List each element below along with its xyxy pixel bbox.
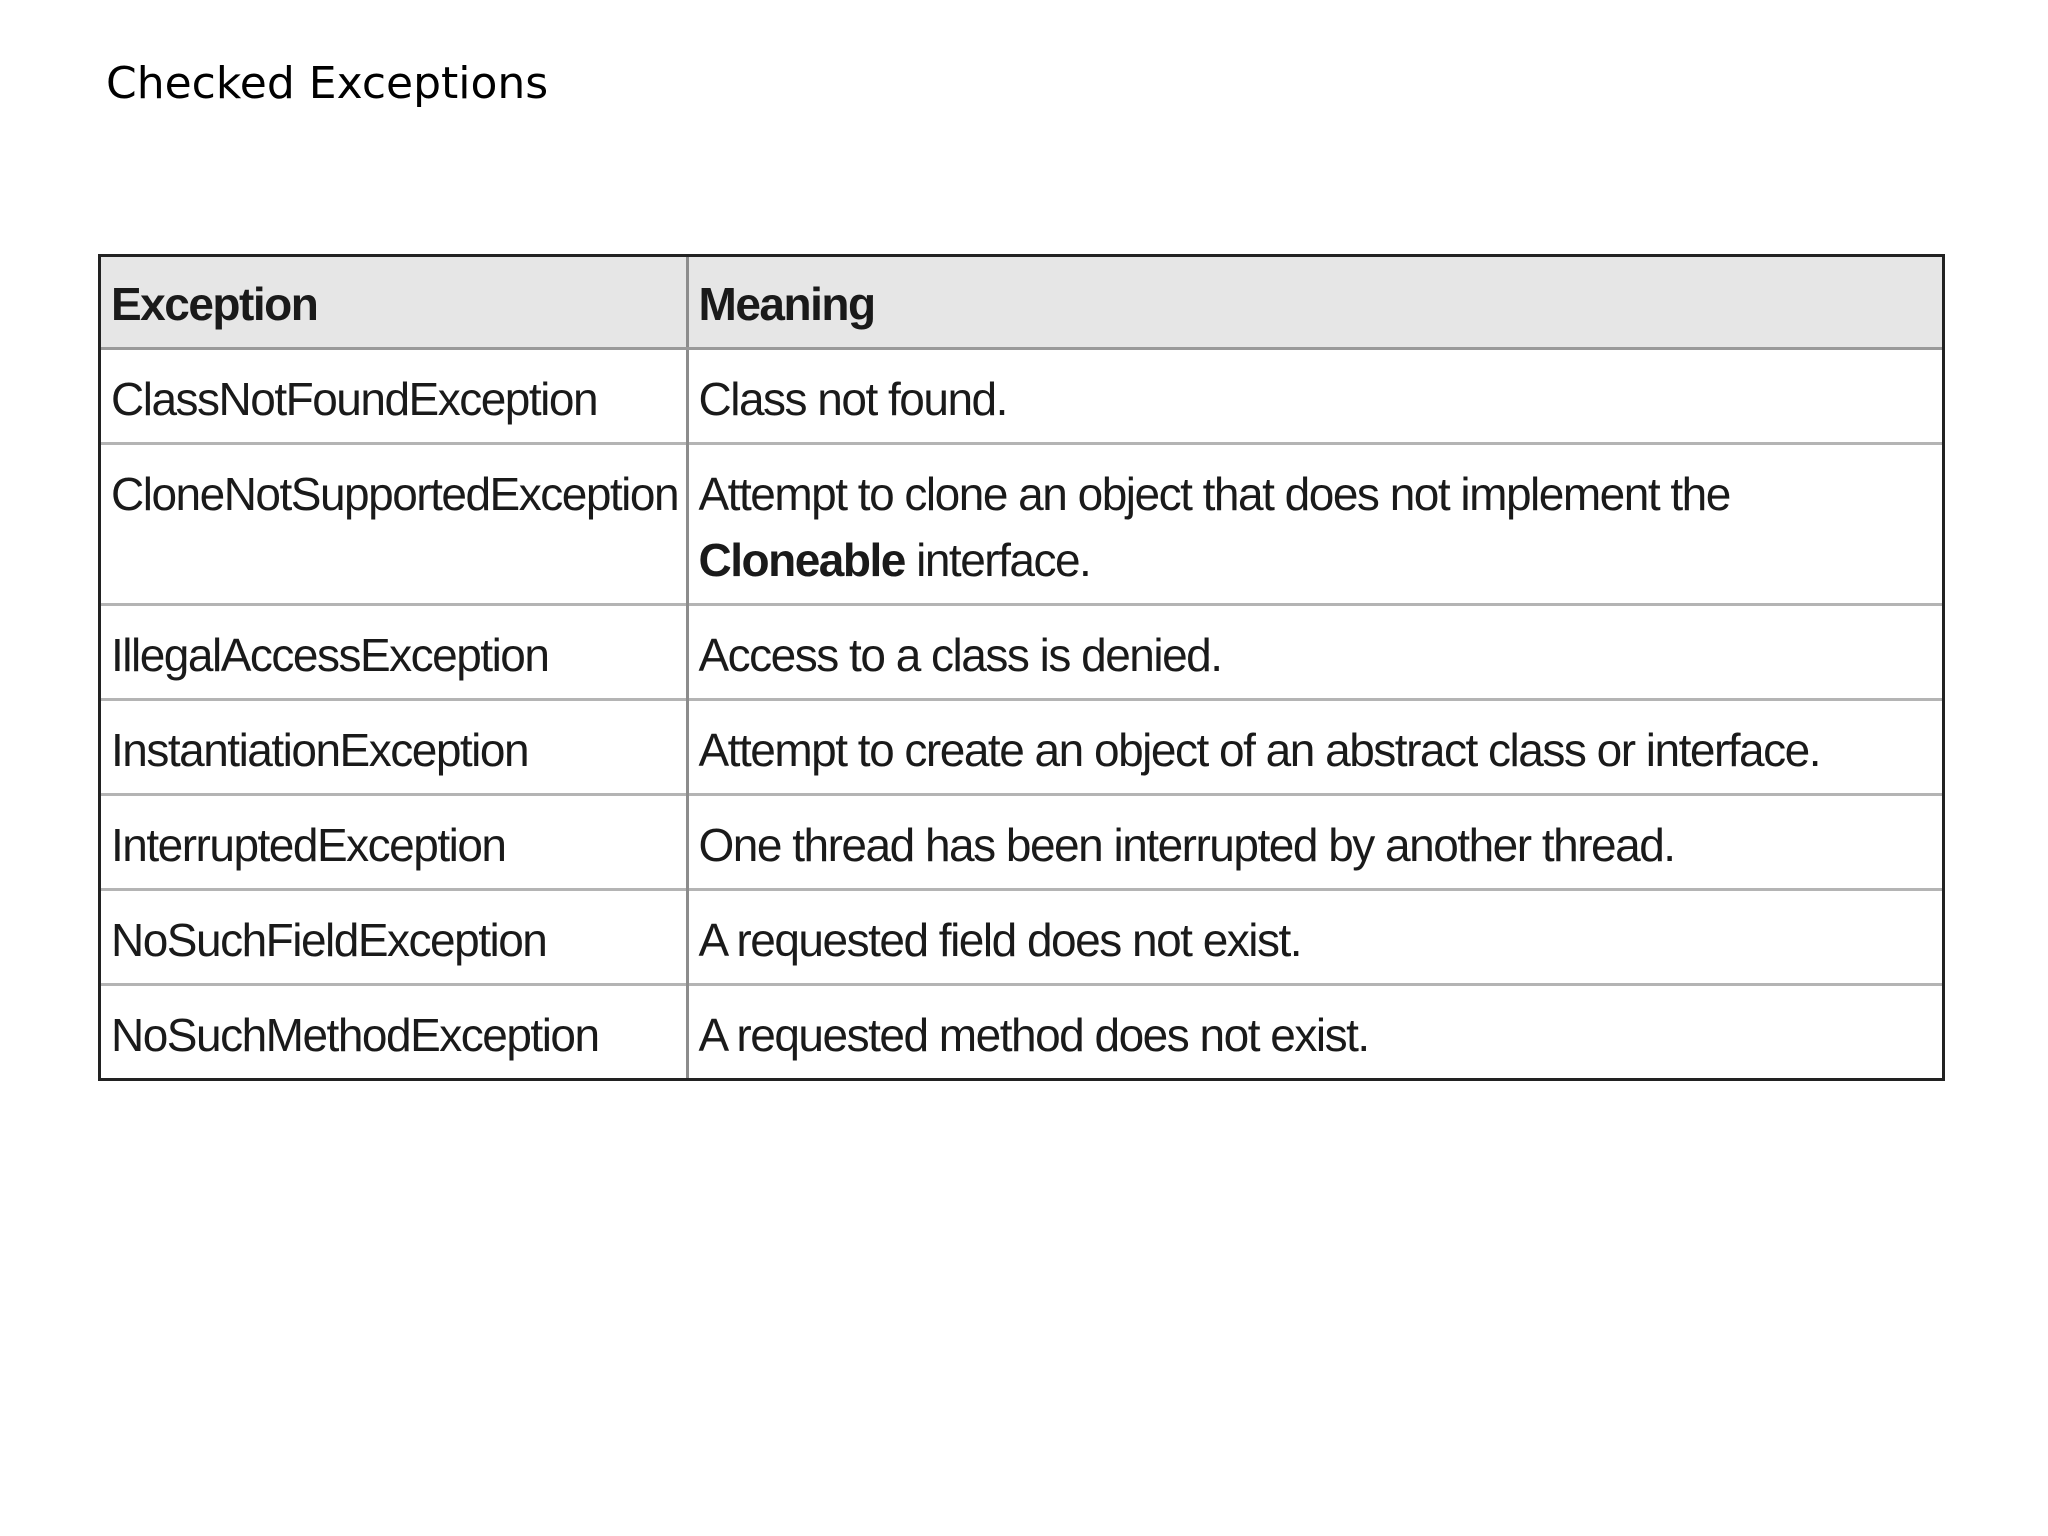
exception-meaning: A requested field does not exist. [687,890,1942,985]
exception-name: IllegalAccessException [101,605,687,700]
exception-meaning: Access to a class is denied. [687,605,1942,700]
exception-name: NoSuchMethodException [101,985,687,1079]
slide-title: Checked Exceptions [106,58,549,109]
checked-exceptions-table [98,254,1945,1081]
exception-meaning [687,444,1942,605]
table-row [101,890,1942,985]
exception-meaning: One thread has been interrupted by another thread. [687,795,1942,890]
meaning-text-prefix: Attempt to clone an object that does not implement the [698,468,1730,520]
table-header-row [101,257,1942,349]
exception-name: ClassNotFoundException [101,349,687,444]
meaning-text-suffix: interface. [904,534,1091,586]
table-row [101,605,1942,700]
exception-meaning: Attempt to create an object of an abstract class or interface. [687,700,1942,795]
table-row [101,444,1942,605]
table-row [101,700,1942,795]
exception-name: InterruptedException [101,795,687,890]
exception-name: InstantiationException [101,700,687,795]
meaning-text-bold: Cloneable [698,534,905,586]
table-row [101,985,1942,1079]
exceptions-table-grid [101,257,1942,1078]
exception-meaning: Class not found. [687,349,1942,444]
exception-name: NoSuchFieldException [101,890,687,985]
header-meaning: Meaning [687,257,1942,349]
table-row [101,349,1942,444]
exception-name: CloneNotSupportedException [101,444,687,605]
exception-meaning: A requested method does not exist. [687,985,1942,1079]
table-row [101,795,1942,890]
header-exception: Exception [101,257,687,349]
